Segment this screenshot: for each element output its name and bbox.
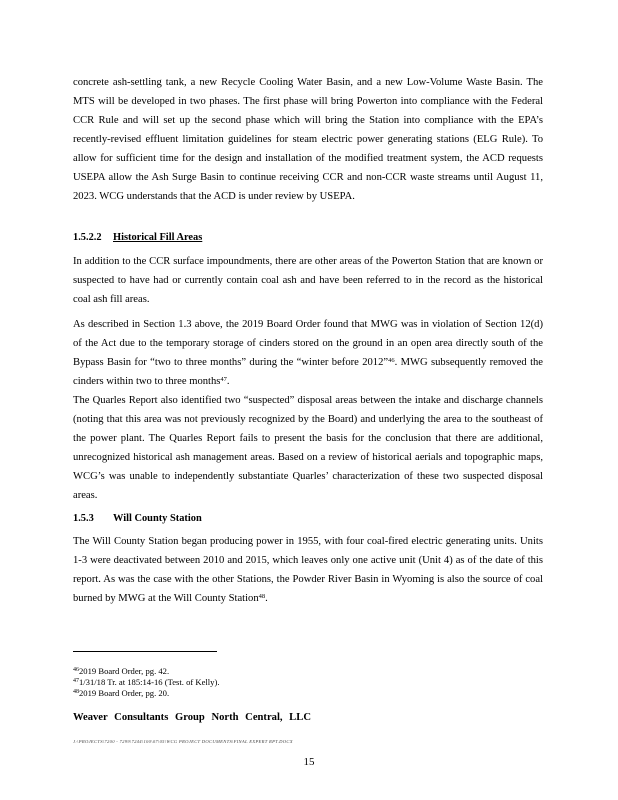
paragraph-quarles-report: The Quarles Report also identified two “suspected” disposal areas between the intake and discharge channels (noting that this area was not previously recognized by the Board) and underlying the area to the southeast of the power plant. The Quarles Report fails to present the basis for the conclusion that there are additional, unrecognized historical ash management areas. Based on a review of historical aerials and topographic maps, WCG’s was unable to independently substantiate Quarles’ characterization of these two suspected disposal areas. (73, 395, 543, 501)
footer-company-name: Weaver Consultants Group North Central, LLC (73, 712, 311, 723)
paragraph-board-order: As described in Section 1.3 above, the 2019 Board Order found that MWG was in violation of Section 12(d) of the Act due to the temporary storage of cinders stored on the ground in an open area directly south of the Bypass Basin for “two to three months” during the “winter before 2012”$^{46}$. MWG subsequently removed the cinders within two to three months$^{47}$. (73, 319, 544, 387)
footnote-46: $^{46}$2019 Board Order, pg. 42. (73, 666, 170, 676)
section-number: 1.5.2.2 (73, 232, 102, 243)
footnote-separator (73, 651, 217, 652)
paragraph-fill-areas-intro: In addition to the CCR surface impoundments, there are other areas of the Powerton Station that are known or suspected to have had or currently contain coal ash and have been referred to in the record as the historical coal ash fill areas. (73, 256, 543, 305)
footnote-48: $^{48}$2019 Board Order, pg. 20. (73, 688, 170, 698)
footnote-ref-47: 47 (220, 376, 227, 383)
section-title: Historical Fill Areas (113, 232, 203, 243)
footer-file-path: J:\PROJECTS\7200 - 7299\7244\100\07\05\WCG PROJECT DOCUMENTS\FINAL EXPERT RPT.DOCX (73, 739, 293, 744)
footnote-47: $^{47}$1/31/18 Tr. at 185:14-16 (Test. of Kelly). (73, 677, 220, 687)
footnote-ref-48: 48 (258, 593, 266, 600)
section-number: 1.5.3 (73, 513, 94, 524)
footnote-ref-46: 46 (388, 357, 395, 364)
paragraph-mts: concrete ash-settling tank, a new Recycle Cooling Water Basin, and a new Low-Volume Waste Basin. The MTS will be developed in two phases. The first phase will bring Powerton into compliance with the Federal CCR Rule and will set up the second phase which will bring the Station into compliance with the EPA’s recently-revised effluent limitation guidelines for steam electric power generating stations (ELG Rule). To allow for sufficient time for the design and installation of the modified treatment system, the ACD requests USEPA allow the Ash Surge Basin to continue receiving CCR and non-CCR waste streams until August 11, 2023. WCG understands that the ACD is under review by USEPA. (73, 77, 543, 202)
section-title: Will County Station (113, 513, 202, 524)
section-heading-historical-fill-areas (73, 232, 202, 243)
paragraph-will-county: The Will County Station began producing power in 1955, with four coal-fired electric generating units. Units 1-3 were deactivated between 2010 and 2015, which leaves only one active unit (Unit 4) as of the date of this report. As was the case with the other Stations, the Powder River Basin in Wyoming is also the source of coal burned by MWG at the Will County Station$^{48}$. (73, 536, 543, 604)
section-heading-will-county (73, 513, 202, 524)
page-number: 15 (303, 756, 315, 768)
